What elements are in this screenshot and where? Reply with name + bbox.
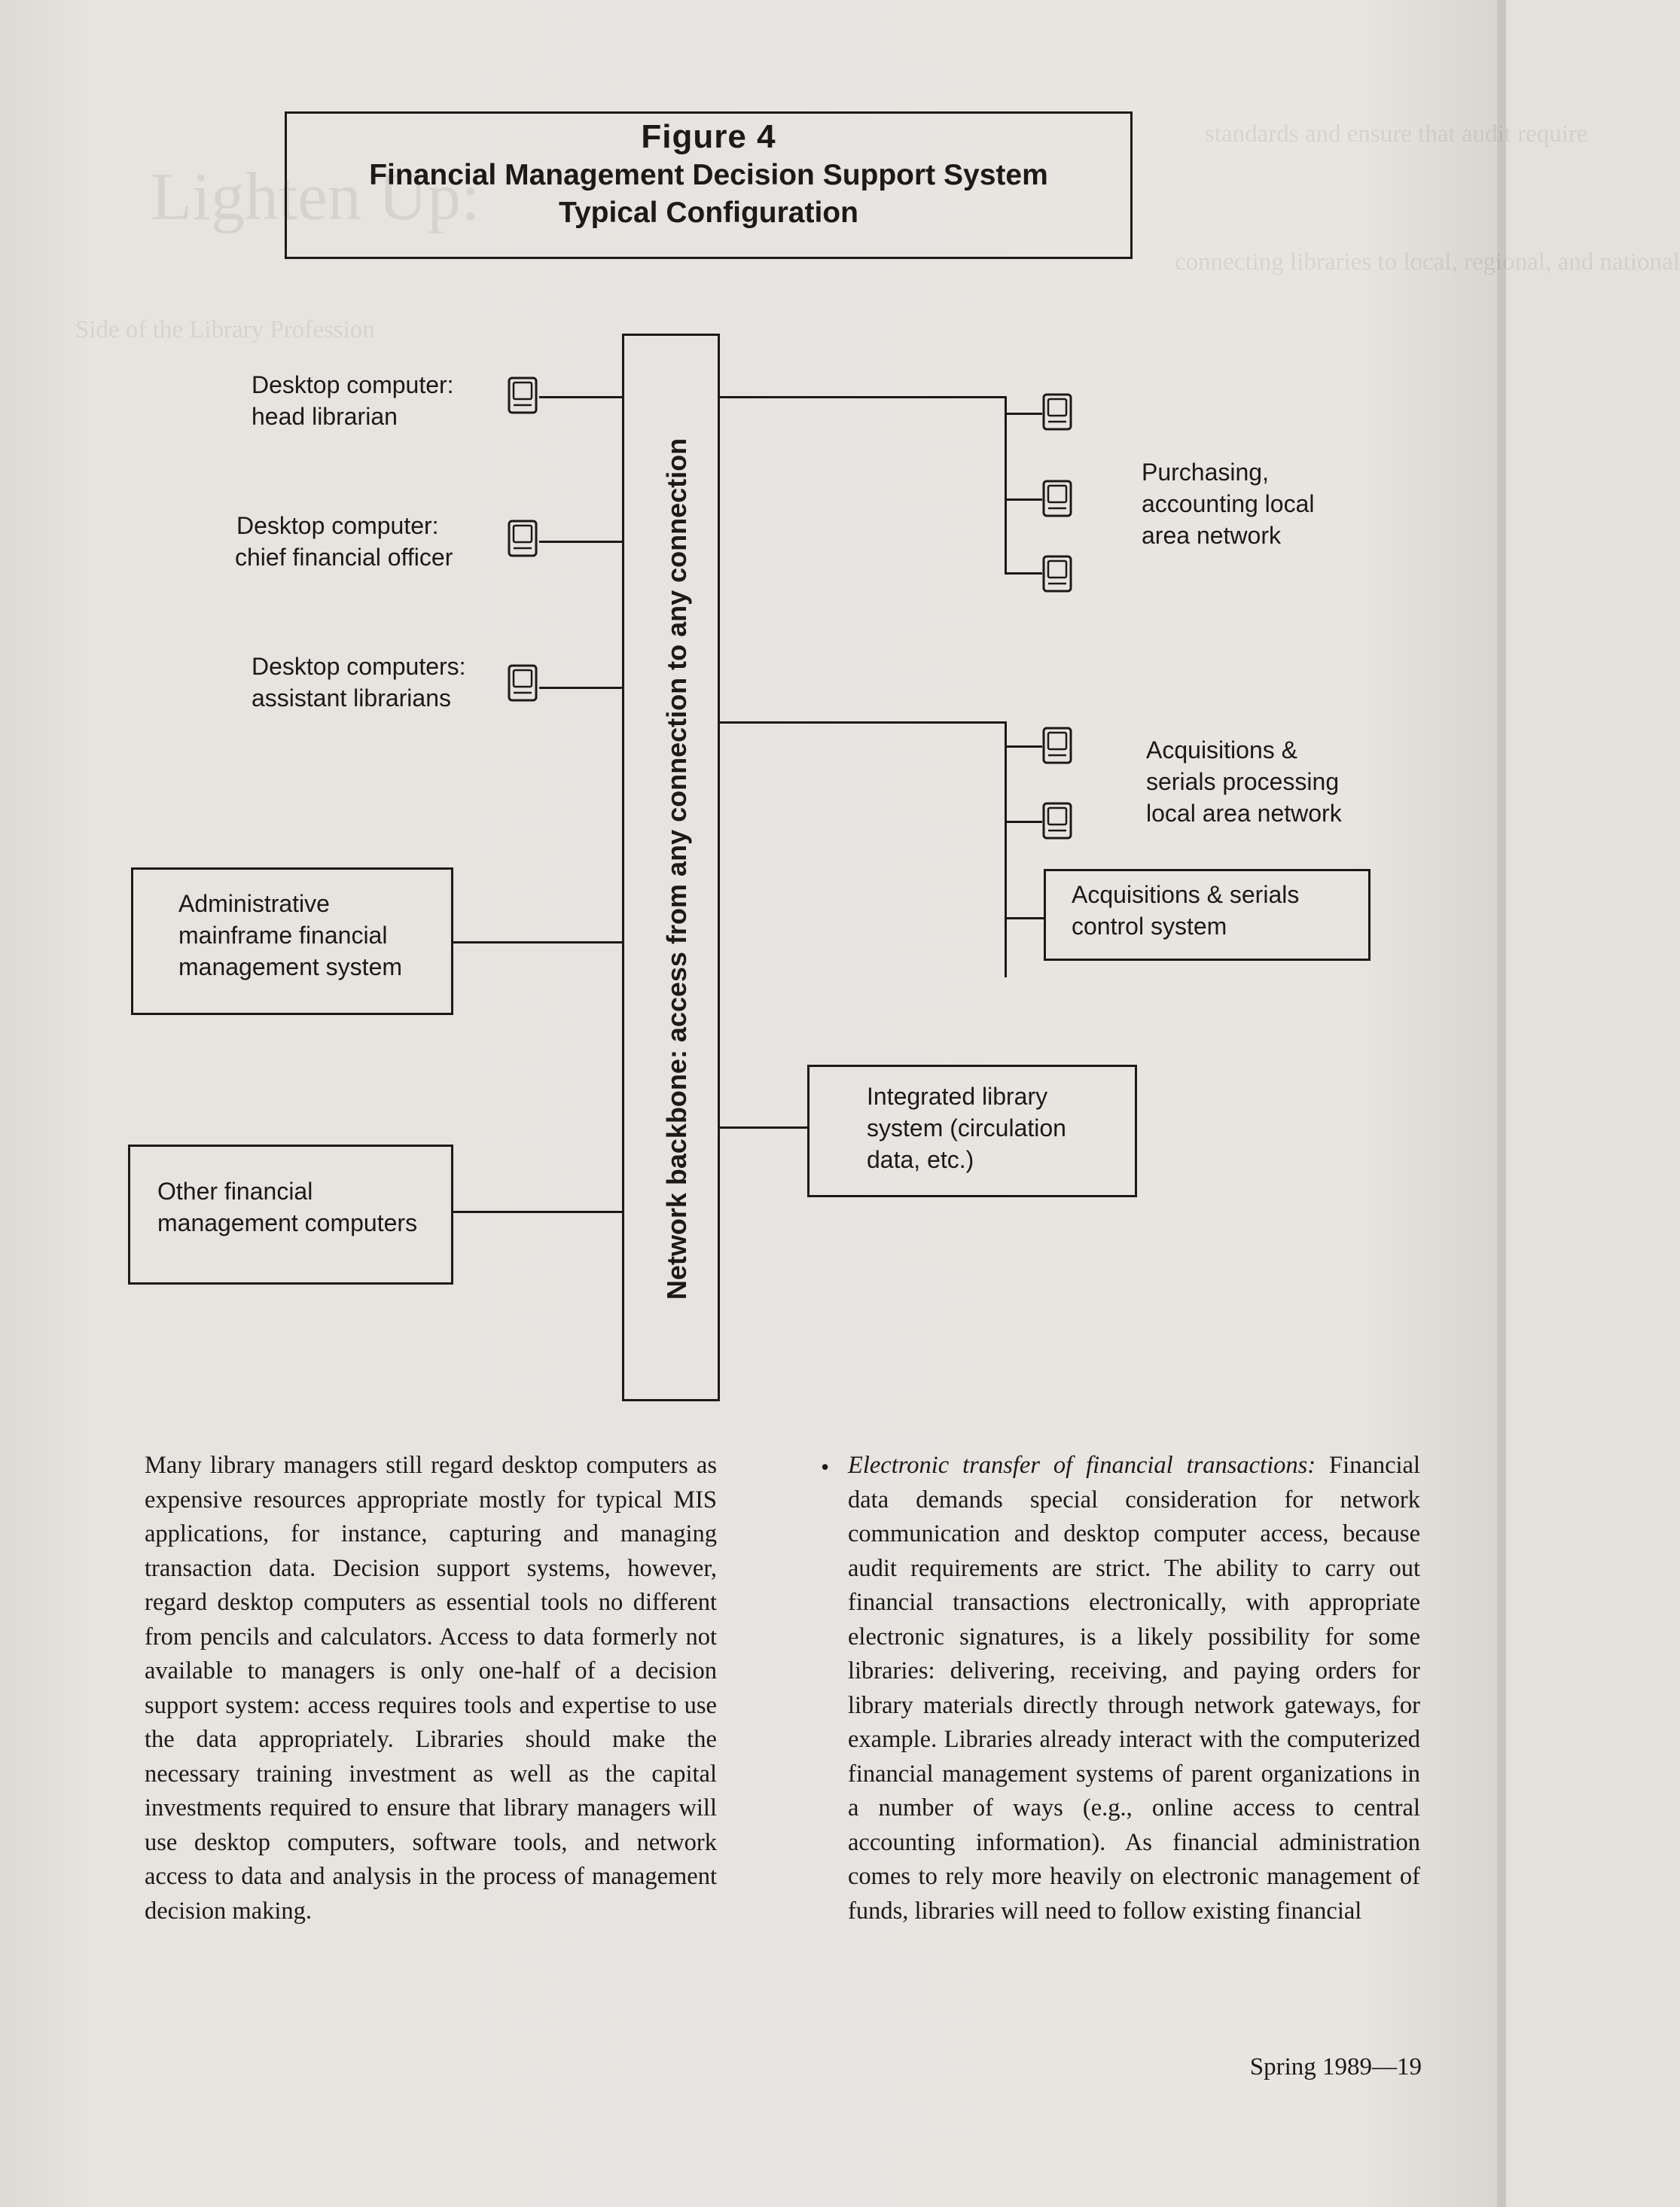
right-column-text	[848, 1449, 1420, 1928]
connector	[453, 1211, 622, 1213]
connector	[720, 396, 1005, 398]
figure-number: Figure 4	[641, 118, 776, 155]
page-footer: Spring 1989—19	[1249, 2053, 1422, 2080]
connector	[1005, 721, 1007, 977]
network-backbone	[622, 334, 720, 1401]
connector	[1005, 413, 1042, 415]
connector	[539, 541, 622, 543]
figure-title-line2: Typical Configuration	[559, 197, 858, 229]
acquisitions-control-box: Acquisitions & serials control system	[1044, 869, 1371, 961]
bullet: •	[821, 1453, 830, 1480]
desktop-computer-icon	[1042, 802, 1072, 840]
cfo-label: Desktop computer: chief financial officer	[235, 512, 453, 571]
integrated-library-system-box: Integrated library system (circulation data, etc.)	[807, 1065, 1137, 1197]
admin-mainframe-box: Administrative mainframe financial management system	[131, 867, 453, 1015]
connector	[539, 396, 622, 398]
page-edge	[1497, 0, 1506, 2207]
backbone-label: Network backbone: access from any connection to any connection	[661, 437, 692, 1300]
figure-title-box	[285, 111, 1133, 259]
connector	[539, 687, 622, 689]
connector	[720, 721, 1005, 724]
connector	[1005, 745, 1042, 748]
show-through-text: Side of the Library Profession	[75, 316, 375, 343]
assistant-librarians-label: Desktop computers: assistant librarians	[252, 653, 466, 712]
bullet-lead: Electronic transfer of financial transactions:	[848, 1452, 1316, 1479]
desktop-computer-icon	[1042, 480, 1072, 517]
desktop-computer-icon	[508, 376, 538, 414]
connector	[453, 941, 622, 943]
connector	[720, 1126, 807, 1129]
connector	[1005, 498, 1042, 501]
connector	[1005, 917, 1044, 919]
other-financial-box: Other financial management computers	[128, 1145, 453, 1285]
figure-title-line1: Financial Management Decision Support System	[369, 159, 1048, 191]
show-through-text: Lighten Up:	[151, 160, 480, 234]
show-through-text: standards and ensure that audit require	[1205, 120, 1588, 148]
desktop-computer-icon	[508, 520, 538, 557]
bullet-text: Financial data demands special consideration for network communication and desktop computer access, because audit requirements are strict. The ability to carry out financial transactions electronically, with appropriate electronic signatures, is a likely possibility for some libraries: delivering, receiving, and paying orders for library materials directly through network gateways, for example. Libraries already interact with the computerized financial management systems of parent organizations in a number of ways (e.g., online access to central accounting information). As financial administration comes to rely more heavily on electronic management of funds, libraries will need to follow existing financial	[848, 1452, 1420, 1925]
connector	[1005, 821, 1042, 823]
show-through-text: connecting libraries to local, regional, and national	[1175, 248, 1680, 276]
acquisitions-lan-label: Acquisitions & serials processing local area network	[1146, 736, 1342, 827]
purchasing-lan-label: Purchasing, accounting local area network	[1142, 459, 1315, 549]
left-column-text: Many library managers still regard desktop computers as expensive resources appropriate mostly for typical MIS applications, for instance, capturing and managing transaction data. Decision support systems, however, regard desktop computers as essential tools no different from pencils and calculators. Access to data formerly not available to managers is only one-half of a decision support system: access requires tools and expertise to use the data appropriately. Libraries should make the necessary training investment as well as the capital investments required to ensure that library managers will use desktop computers, software tools, and network access to data and analysis in the process of management decision making.	[145, 1452, 717, 1925]
desktop-computer-icon	[1042, 393, 1072, 431]
head-librarian-label: Desktop computer: head librarian	[252, 371, 454, 430]
desktop-computer-icon	[508, 664, 538, 702]
desktop-computer-icon	[1042, 727, 1072, 764]
desktop-computer-icon	[1042, 555, 1072, 593]
connector	[1005, 396, 1007, 574]
connector	[1005, 572, 1042, 575]
